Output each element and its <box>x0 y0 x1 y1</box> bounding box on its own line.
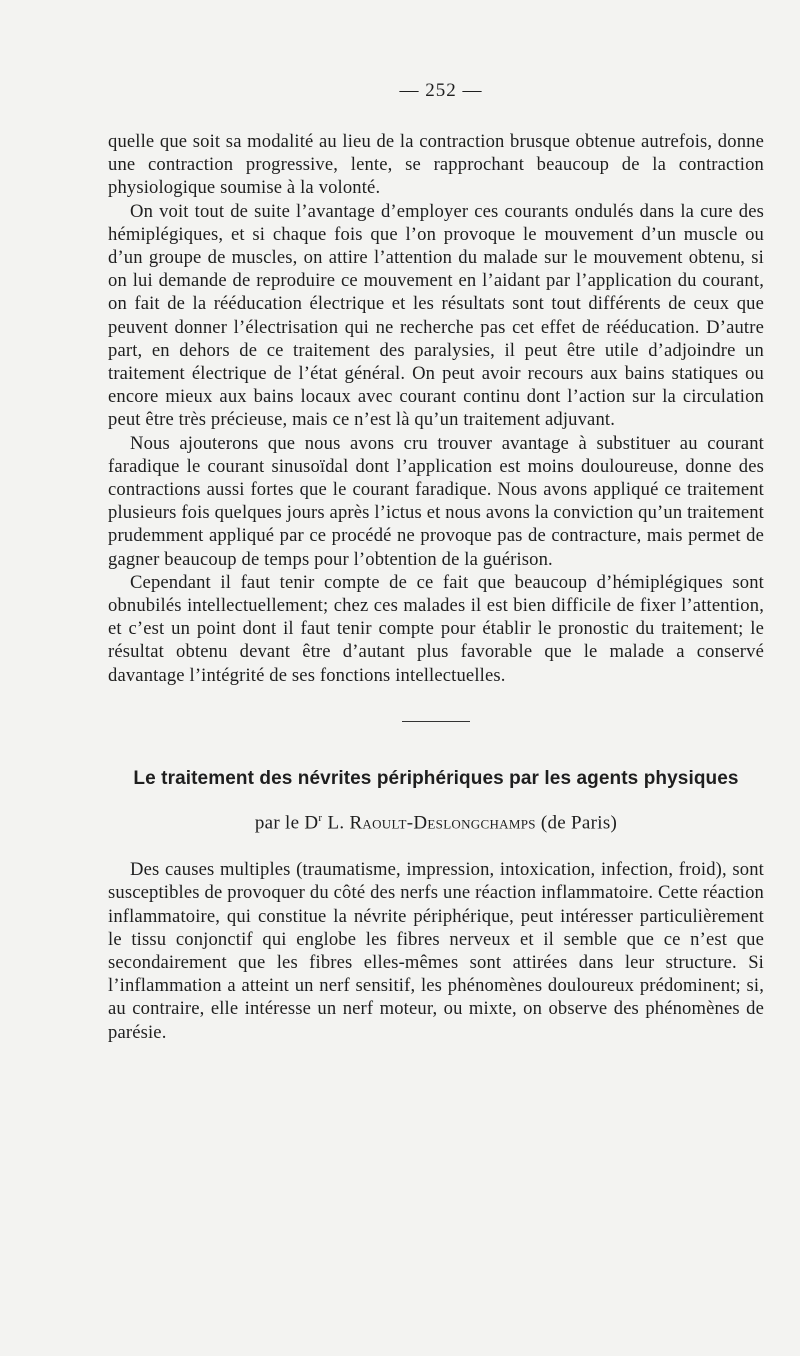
byline-sup: r <box>318 811 323 824</box>
section-divider <box>402 721 470 722</box>
paragraph-courants-ondules: On voit tout de suite l’avantage d’employer ces courants ondulés dans la cure des hémiplégiques, et si chaque fois que l’on provoque le mouvement d’un muscle ou d’un groupe de muscles, on attire l’attention du malade sur le mouvement obtenu, si on lui demande de reproduire ce mouvement en l’aidant par l’application du courant, on fait de la rééducation électrique et les résultats sont tout différents de ceux que peuvent donner l’électrisation qui ne recherche pas cet effet de rééducation. D’autre part, en dehors de ce traitement des paralysies, il peut être utile d’adjoindre un traitement électrique de l’état général. On peut avoir recours aux bains statiques ou encore mieux aux bains locaux avec courant continu dont l’action sur la circulation peut être très précieuse, mais ce n’est là qu’un traitement adjuvant. <box>108 200 764 431</box>
page-number: — 252 — <box>399 80 483 101</box>
byline-prefix: par le D <box>254 812 319 834</box>
document-page <box>108 80 764 1044</box>
author-name: L. Raoult-Deslongchamps <box>327 812 536 834</box>
paragraph-article-intro: Des causes multiples (traumatisme, impression, intoxication, infection, froid), sont susceptibles de provoquer du côté des nerfs une réaction inflammatoire. Cette réaction inflammatoire, qui constitue la névrite périphérique, peut intéresser particulièrement le tissu conjonctif qui englobe les fibres nerveux et il semble que ce n’est que secondairement que les fibres elles-mêmes sont attirées dans leur structure. Si l’inflammation a atteint un nerf sensitif, les phénomènes douloureux prédominent; si, au contraire, elle intéresse un nerf moteur, ou mixte, on observe des phénomènes de parésie. <box>108 859 764 1043</box>
paragraph-courant-sinusoidal: Nous ajouterons que nous avons cru trouver avantage à substituer au courant faradique le courant sinusoïdal dont l’application est moins douloureuse, donne des contractions aussi fortes que le courant faradique. Nous avons appliqué ce traitement plusieurs fois quelques jours après l’ictus et nous avons la conviction qu’un traitement prudemment appliqué par ce procédé ne provoque pas de contracture, mais permet de gagner beaucoup de temps pour l’obtention de la guérison. <box>108 432 764 570</box>
byline-suffix: (de Paris) <box>540 812 618 834</box>
paragraph-continuation: quelle que soit sa modalité au lieu de la contraction brusque obtenue autrefois, donne une contraction progressive, lente, se rapprochant beaucoup de la contraction physiologique soumise à la volonté. <box>108 131 764 199</box>
paragraph-hemiplegiques: Cependant il faut tenir compte de ce fait que beaucoup d’hémiplégiques sont obnubilés intellectuellement; chez ces malades il est bien difficile de fixer l’attention, et c’est un point dont il faut tenir compte pour établir le pronostic du traitement; le résultat obtenu devant être d’autant plus favorable que le malade a conservé davantage l’intégrité de ses fonctions intellectuelles. <box>108 571 764 686</box>
article-byline <box>108 812 764 834</box>
article-title: Le traitement des névrites périphériques par les agents physiques <box>133 767 739 789</box>
